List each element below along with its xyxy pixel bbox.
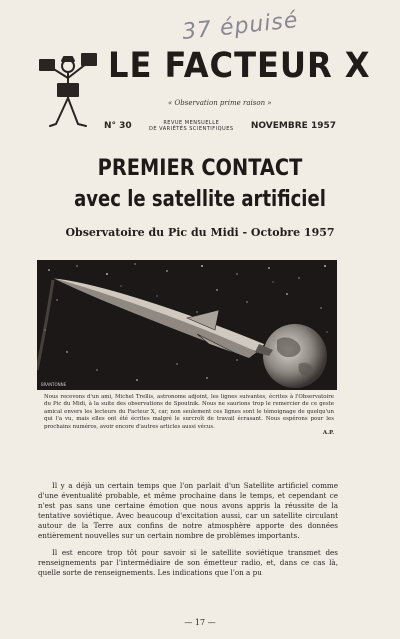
issue-date: NOVEMBRE 1957 — [250, 121, 336, 131]
page-number: — 17 — — [184, 618, 216, 627]
subheadline: Observatoire du Pic du Midi - Octobre 1957 — [65, 226, 335, 239]
masthead-title: LE FACTEUR X — [108, 46, 371, 86]
illustration-signature: BRANTONNE — [41, 382, 67, 387]
editor-note — [44, 394, 334, 437]
issue-subtitle-line-1: REVUE MENSUELLE — [163, 120, 220, 126]
postman-mascot-icon — [38, 52, 100, 134]
headline-line-2: avec le satellite artificiel — [74, 187, 326, 212]
body-paragraph-1: Il y a déjà un certain temps que l'on parlait d'un Satellite artificiel comme d'une éventualité probable, et même prochaine dans le temps, et cependant ce n'est pas sans une certaine émotion que nous avons appris la réussite de la tentative soviétique. Avec beaucoup d'excitation aussi, car un satellite circulant autour de la Terre aux confins de notre atmosphère apporte des données entièrement nouvelles sur un certain nombre de problèmes importants. — [38, 481, 338, 540]
body-paragraph-2: Il est encore trop tôt pour savoir si le satellite soviétique transmet des renseignements par l'intermédiaire de son émetteur radio, et, dans ce cas là, quelle sorte de renseignements. Les indications que l'on a pu — [38, 548, 338, 577]
issue-line — [104, 120, 336, 132]
issue-subtitle-line-2: DE VARIÉTÉS SCIENTIFIQUES — [149, 126, 234, 132]
handwritten-annotation: 37 épuisé — [181, 7, 300, 46]
issue-number: N° 30 — [104, 121, 132, 131]
editor-note-signature: A.P. — [322, 430, 334, 437]
issue-subtitle — [149, 120, 234, 132]
masthead-motto: « Observation prime raison » — [168, 99, 272, 107]
editor-note-text: Nous recevons d'un ami, Michel Trellis, astronome adjoint, les lignes suivantes, écrites à l'Observatoire du Pic du Midi, à la suite des observations de Spoutnik. Nous ne saurions trop le remercier de ce geste amical envers les lecteurs du Facteur X, car, non seulement ces lignes sont le témoignage de quelqu'un qui l'a vu, mais elles ont été écrites malgré le surcroît de travail écrasant. Nous espérons pour les prochains numéros, avoir encore d'autres articles aussi vécus. — [44, 394, 334, 430]
article-body — [38, 481, 338, 585]
rocket-illustration — [37, 260, 337, 390]
headline-line-1: PREMIER CONTACT — [97, 156, 303, 181]
